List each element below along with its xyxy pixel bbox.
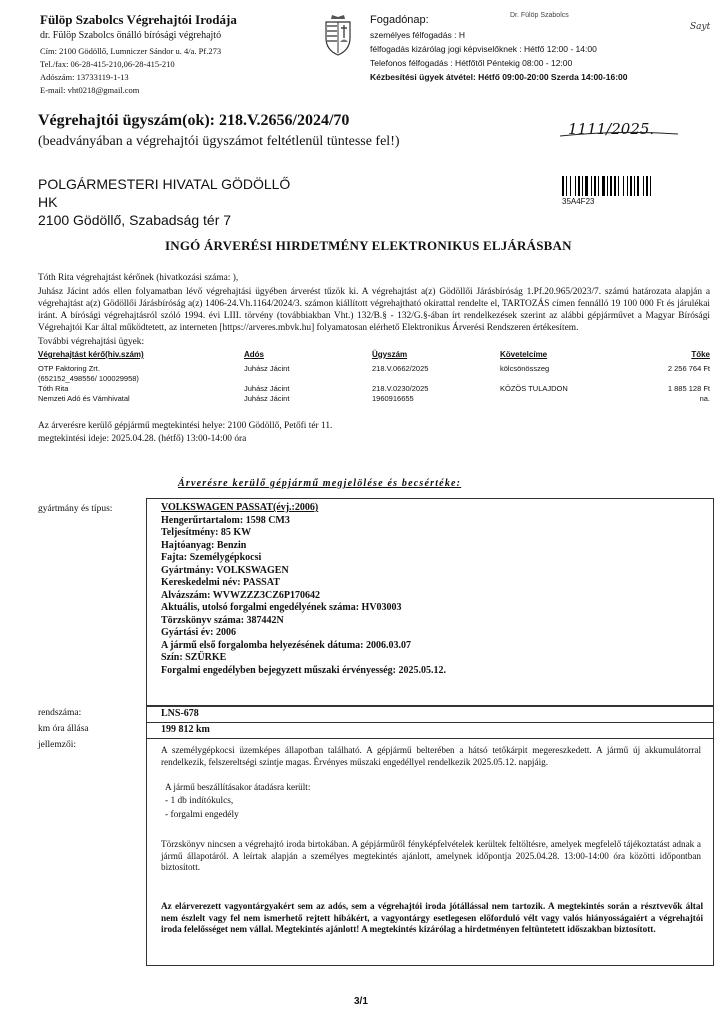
table-cell: Juhász Jácint <box>244 384 290 393</box>
column-header: Követelcíme <box>500 350 548 359</box>
vehicle-detail-line: Forgalmi engedélyben bejegyzett műszaki érvényesség: 2025.05.12. <box>161 664 446 676</box>
odometer-value: 199 812 km <box>161 724 210 735</box>
table-cell <box>622 374 712 384</box>
table-cell: OTP Faktoring Zrt. <box>38 364 100 373</box>
traits-handover-heading: A jármű beszállításakor átadásra került: <box>165 782 311 792</box>
vehicle-detail-line: Aktuális, utolsó forgalmi engedélyének száma: HV03003 <box>161 602 402 613</box>
table-cell: 1 885 128 Ft <box>667 384 710 393</box>
vehicle-detail-line: VOLKSWAGEN PASSAT(évj.:2006) <box>161 502 319 513</box>
case-note: (beadványában a végrehajtói ügyszámot feltétlenül tüntesse fel!) <box>38 134 400 149</box>
table-row <box>36 384 712 394</box>
vehicle-detail-line: Gyártmány: VOLKSWAGEN <box>161 564 289 576</box>
table-cell: na. <box>699 394 710 403</box>
traits-box <box>146 738 714 966</box>
reception-signer: Dr. Fülöp Szabolcs <box>510 12 569 19</box>
table-header-row <box>36 350 712 360</box>
table-cell: Juhász Jácint <box>244 394 290 403</box>
make-type-label: gyártmány és típus: <box>38 504 113 514</box>
table-row <box>36 364 712 374</box>
column-header: Ügyszám <box>372 350 408 359</box>
intro-further-cases: További végrehajtási ügyek: <box>38 337 145 347</box>
office-phone: Tel./fax: 06-28-415-210,06-28-415-210 <box>40 59 175 69</box>
further-cases-table <box>36 350 712 404</box>
table-row <box>36 374 712 384</box>
vehicle-detail-line: Fajta: Személygépkocsi <box>161 552 262 563</box>
office-email: E-mail: vht0218@gmail.com <box>40 85 140 95</box>
table-cell: kölcsönösszeg <box>500 364 550 373</box>
stamp-underline <box>560 124 680 138</box>
vehicle-detail-line: Alvázszám: WVWZZZ3CZ6P170642 <box>161 589 320 601</box>
table-row <box>36 394 712 404</box>
coat-of-arms-icon <box>322 14 354 56</box>
intro-creditor: Tóth Rita végrehajtást kérőnek (hivatkozási száma: ), <box>38 273 239 283</box>
column-header: Adós <box>244 350 264 359</box>
recipient-address: 2100 Gödöllő, Szabadság tér 7 <box>38 212 232 228</box>
table-cell: Juhász Jácint <box>244 364 290 373</box>
table-cell <box>370 374 498 384</box>
reception-lawyers: félfogadás kizárólag jogi képviselőknek : Hétfő 12:00 - 14:00 <box>370 44 597 54</box>
column-header: Tőke <box>691 350 710 359</box>
case-number: Végrehajtói ügyszám(ok): 218.V.2656/2024/70 <box>38 112 350 129</box>
vehicle-section-heading: Árverésre kerülő gépjármű megjelölése és becsértéke: <box>178 478 462 489</box>
traits-handover-item: - 1 db indítókulcs, <box>165 796 234 806</box>
barcode-text: 35A4F23 <box>562 197 595 206</box>
table-cell <box>498 374 622 384</box>
odometer-label: km óra állása <box>38 724 89 734</box>
traits-handover-item: - forgalmi engedély <box>165 810 239 820</box>
reception-phone: Telefonos félfogadás : Hétfőtől Péntekig 08:00 - 12:00 <box>370 58 573 68</box>
table-cell: KÖZÖS TULAJDON <box>500 384 568 393</box>
traits-label: jellemzői: <box>38 740 76 750</box>
office-tax-number: Adószám: 13733119-1-13 <box>40 72 129 82</box>
vehicle-detail-line: Szín: SZÜRKE <box>161 652 227 663</box>
viewing-place: Az árverésre kerülő gépjármű megtekintési helye: 2100 Gödöllő, Petőfi tér 11. <box>38 421 333 431</box>
column-header: Végrehajtást kérő(hiv.szám) <box>38 350 144 359</box>
traits-disclaimer: Az elárverezett vagyontárgyakért sem az adós, sem a végrehajtói iroda jótállással nem tartozik. A megtekintés során a résztvevők által nem észlelt vagy fel nem ismerhető rejtett hibákért, a vagyontárgy esetlegesen előforduló vélt vagy valós hiányosságaiért a végrehajtói iroda felelősséget nem vállal. Megtekintés ajánlott! A megtekintés kizárólag a hirdetményen feltüntetett időszakban biztosított. <box>161 901 703 935</box>
vehicle-detail-line: Hajtóanyag: Benzin <box>161 539 247 551</box>
table-cell: 1960916655 <box>372 394 414 403</box>
traits-registration-note: Törzskönyv nincsen a végrehajtó iroda birtokában. A gépjárműről fényképfelvételek kerültek feltöltésre, amelyek megfelelő tájékoztatást adnak a jármű állapotáról. A leírtak alapján a személyes megtekintés ajánlott, amelynek időpontja 2025.04.28. 13:00-14:00 óra közötti időpontban biztosított. <box>161 839 701 873</box>
office-name: Fülöp Szabolcs Végrehajtói Irodája <box>40 12 237 27</box>
office-bailiff-line: dr. Fülöp Szabolcs önálló bírósági végrehajtó <box>40 30 222 41</box>
plate-label: rendszáma: <box>38 708 82 718</box>
vehicle-detail-line: Törzskönyv száma: 387442N <box>161 614 284 626</box>
viewing-time: megtekintési ideje: 2025.04.28. (hétfő) 13:00-14:00 óra <box>38 434 247 444</box>
plate-value: LNS-678 <box>161 708 199 719</box>
recipient-name: POLGÁRMESTERI HIVATAL GÖDÖLLŐ <box>38 176 291 192</box>
intro-body: Juhász Jácint adós ellen folyamatban lévő végrehajtási ügyében árverést tűzök ki. A végrehajtást a(z) Gödöllői Járásbíróság 1.Pf.20.965/2023/7. számú határozata alapján a végrehajtást a(z) Gödöllői Járásbíróság a(z) 1406-24.Vh.1164/2024/3. számon kiállított végrehajtható okirattal rendelte el, TARTOZÁS címen fennálló 19 100 000 Ft és járulékai iránt. A bírósági végrehajtásról szóló 1994. évi LIII. törvény (továbbiakban Vht.) 132/B.§ - 132/G.§-ában írt rendelkezések szerint az alábbi gépjárművet a Magyar Bírósági Végrehajtói Kar által működtetett, az interneten [https://arveres.mbvk.hu] folyamatosan elérhető Elektronikus Árverési Rendszeren értékesítem. <box>38 287 710 333</box>
vehicle-detail-line: Hengerűrtartalom: 1598 CM3 <box>161 514 290 526</box>
table-cell <box>498 394 622 404</box>
document-title: INGÓ ÁRVERÉSI HIRDETMÉNY ELEKTRONIKUS ELJÁRÁSBAN <box>165 238 572 253</box>
vehicle-detail-line: A jármű első forgalomba helyezésének dátuma: 2006.03.07 <box>161 639 411 651</box>
table-cell: 2 256 764 Ft <box>667 364 710 373</box>
vehicle-detail-line: Gyártási év: 2006 <box>161 627 236 638</box>
recipient-unit: HK <box>38 194 58 210</box>
page-number: 3/1 <box>354 996 368 1007</box>
table-cell: 218.V.0662/2025 <box>372 364 429 373</box>
vehicle-detail-line: Teljesítmény: 85 KW <box>161 527 252 538</box>
table-cell: Tóth Rita <box>38 384 69 393</box>
table-cell: 218.V.0230/2025 <box>372 384 429 393</box>
table-cell <box>242 374 370 384</box>
handwritten-registration-number: 1111/2025. <box>568 120 655 138</box>
traits-condition: A személygépkocsi üzemképes állapotban található. A gépjármű belterében a hátsó tetőkárpit megereszkedett. A jármű új akkumulátorral rendelkezik, felszereltségi szintje magas. Érvényes műszaki engedéllyel rendelkezik 2025.05.12. napjáig. <box>161 745 701 767</box>
barcode-icon <box>562 176 712 196</box>
table-cell: Nemzeti Adó és Vámhivatal <box>38 394 130 403</box>
handwritten-mark: Sayt <box>690 22 711 32</box>
office-address: Cím: 2100 Gödöllő, Lumniczer Sándor u. 4/a. Pf.273 <box>40 46 222 56</box>
reception-delivery: Kézbesítési ügyek átvétel: Hétfő 09:00-20:00 Szerda 14:00-16:00 <box>370 72 628 82</box>
vehicle-details-box <box>146 498 714 706</box>
vehicle-detail-line: Kereskedelmi név: PASSAT <box>161 577 280 588</box>
reception-personal: személyes félfogadás : H <box>370 30 465 40</box>
odometer-box <box>146 722 714 739</box>
reception-heading: Fogadónap: <box>370 14 429 26</box>
plate-box <box>146 706 714 723</box>
table-cell: (652152_498556/ 100029958) <box>38 374 139 383</box>
